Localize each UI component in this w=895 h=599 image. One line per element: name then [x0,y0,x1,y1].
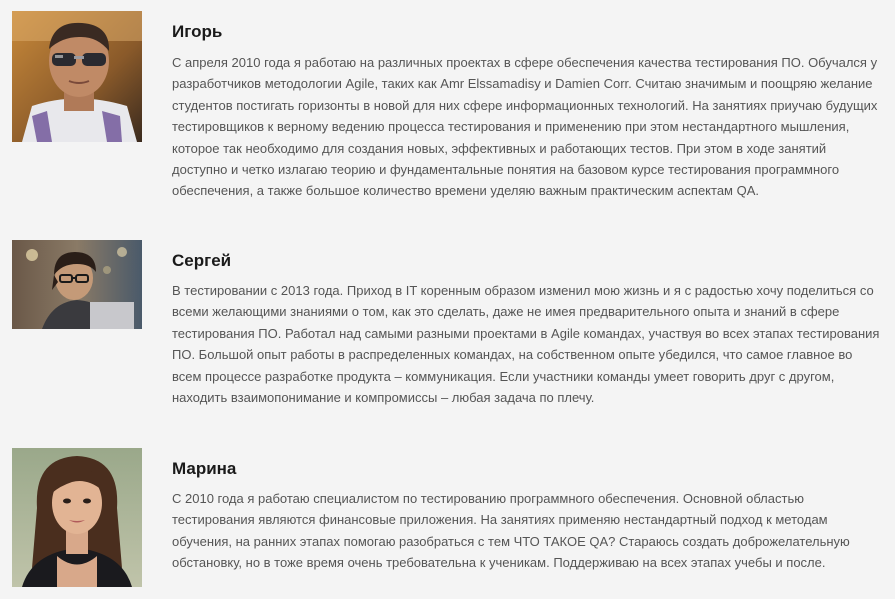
instructor-bio: С апреля 2010 года я работаю на различных проектах в сфере обеспечения качества тестирования ПО. Обучался у разработчиков методологии Agile, таких как Amr Elssamadisy и Damien Corr. Считаю значимым и поощряю желание студентов постигать горизонты в новой для них сфере информационных технологий. На занятиях приучаю будущих тестировщиков к верному ведению процесса тестирования и применению при этом нестандартного мышления, которое так необходимо для создания новых, эффективных и работающих тестов. При этом в ходе занятий доступно и четко излагаю теорию и фундаментальные понятия на базовом курсе тестирования программного обеспечения, а также большое количество времени уделяю важным практическим аспектам QA. [172,55,878,199]
instructor-bio: С 2010 года я работаю специалистом по тестированию программного обеспечения. Основной областью тестирования являются финансовые приложения. На занятиях применяю нестандартный подход к методам обучения, на ранних этапах помогаю разобраться с тем ЧТО ТАКОЕ QA? Стараюсь создать доброжелательную обстановку, но в тоже время очень требовательна к ученикам. Поддерживаю на всех этапах учебы и после. [172,491,850,571]
instructor-name: Сергей [172,251,232,270]
instructor-name: Игорь [172,22,223,41]
instructor-photo-igor [12,11,142,142]
instructor-bio: В тестировании с 2013 года. Приход в IT коренным образом изменил мою жизнь и я с радостью хочу поделиться со всеми желающими знаниями о том, как это сделать, даже не имея предварительного опыта и знаний в сфере тестирования ПО. Работал над самыми разными проектами в Agile командах, участвуя во всех этапах тестирования ПО. Большой опыт работы в распределенных командах, на собственном опыте убедился, что самое главное во всем процессе разработке продукта – коммуникация. Если участники команды умеет говорить друг с другом, находить взаимопонимание и компромиссы – любая задача по плечу. [172,283,880,406]
instructor-photo-marina [12,448,142,587]
instructor-photo-sergey [12,240,142,329]
instructor-name: Марина [172,459,237,478]
